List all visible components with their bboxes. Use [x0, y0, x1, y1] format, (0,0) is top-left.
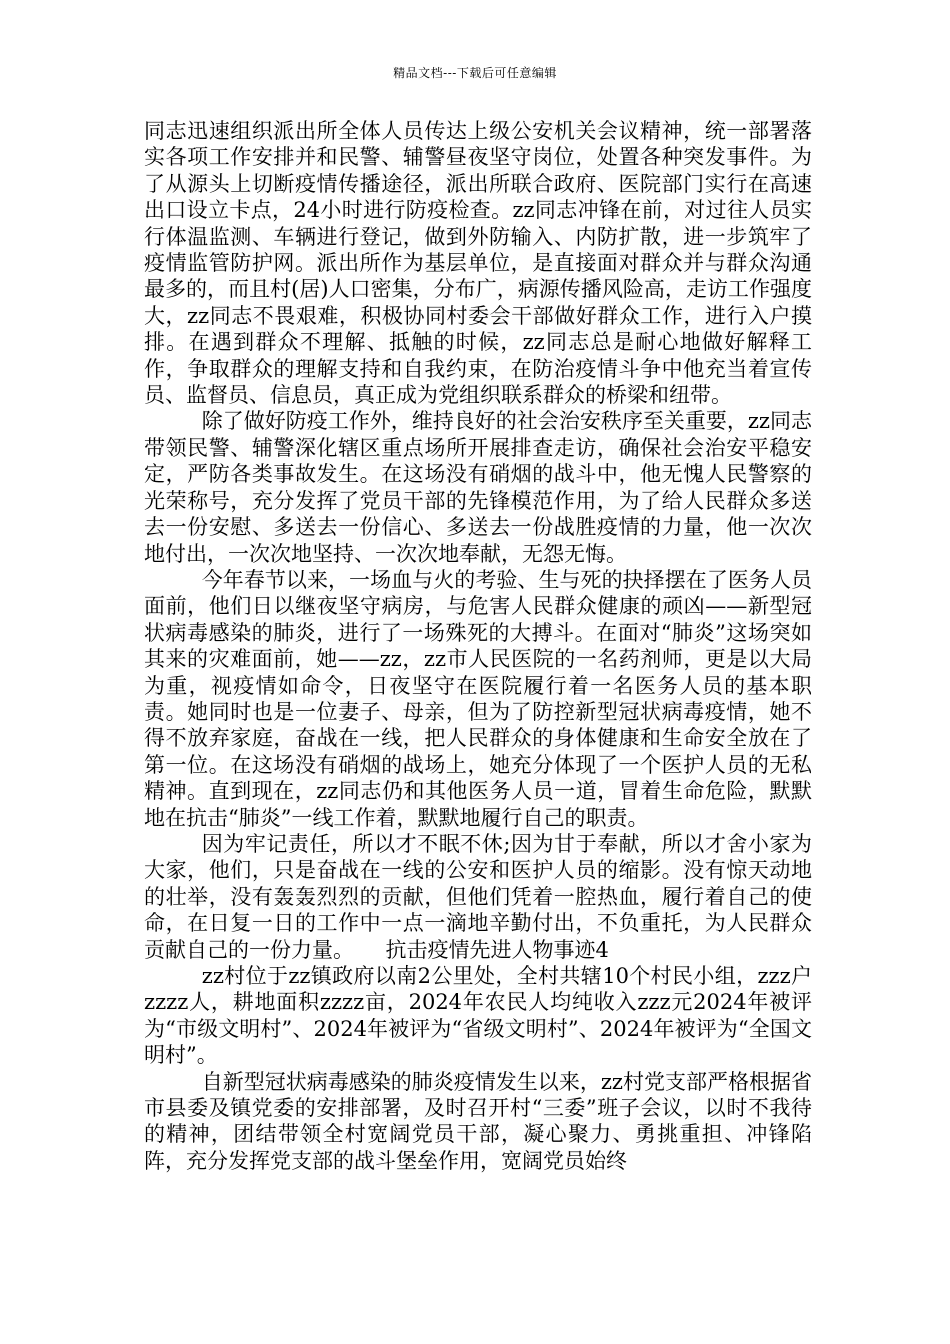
paragraph-village-profile: zz村位于zz镇政府以南2公里处，全村共辖10个村民小组，zzz户zzzz人，耕地面积zzzz亩，2024年农民人均纯收入zzz元2024年被评为“市级文明村”、2024年被评为“省级文明村”、2024年被评为“全国文明村”。 — [144, 964, 812, 1068]
paragraph-public-security: 除了做好防疫工作外，维持良好的社会治安秩序至关重要，zz同志带领民警、辅警深化辖区重点场所开展排查走访，确保社会治安平稳安定，严防各类事故发生。在这场没有硝烟的战斗中，他无愧人民警察的光荣称号，充分发挥了党员干部的先锋模范作用，为了给人民群众多送去一份安慰、多送去一份信心、多送去一份战胜疫情的力量，他一次次地付出，一次次地坚持、一次次地奉献，无怨无悔。 — [144, 409, 812, 566]
document-body — [144, 118, 812, 1174]
paragraph-village-party-branch: 自新型冠状病毒感染的肺炎疫情发生以来，zz村党支部严格根据省市县委及镇党委的安排部署，及时召开村“三委”班子会议，以时不我待的精神，团结带领全村宽阔党员干部，凝心聚力、勇挑重担、冲锋陷阵，充分发挥党支部的战斗堡垒作用，宽阔党员始终 — [144, 1069, 812, 1173]
paragraph-medical-staff: 今年春节以来，一场血与火的考验、生与死的抉择摆在了医务人员面前，他们日以继夜坚守病房，与危害人民群众健康的顽凶——新型冠状病毒感染的肺炎，进行了一场殊死的大搏斗。在面对“肺炎”这场突如其来的灾难面前，她——zz，zz市人民医院的一名药剂师，更是以大局为重，视疫情如命令，日夜坚守在医院履行着一名医务人员的基本职责。她同时也是一位妻子、母亲，但为了防控新型冠状病毒疫情，她不得不放弃家庭，奋战在一线，把人民群众的身体健康和生命安全放在了第一位。在这场没有硝烟的战场上，她充分体现了一个医护人员的无私精神。直到现在，zz同志仍和其他医务人员一道，冒着生命危险，默默地在抗击“肺炎”一线工作着，默默地履行自己的职责。 — [144, 567, 812, 830]
paragraph-dedication-summary: 因为牢记责任，所以才不眠不休;因为甘于奉献，所以才舍小家为大家，他们，只是奋战在一线的公安和医护人员的缩影。没有惊天动地的壮举，没有轰轰烈烈的贡献，但他们凭着一腔热血，履行着自己的使命，在日复一日的工作中一点一滴地辛勤付出，不负重托，为人民群众贡献自己的一份力量。 抗击疫情先进人物事迹4 — [144, 831, 812, 962]
page-header: 精品文档---下载后可任意编辑 — [393, 66, 557, 80]
paragraph-police-epidemic-work: 同志迅速组织派出所全体人员传达上级公安机关会议精神，统一部署落实各项工作安排并和民警、辅警昼夜坚守岗位，处置各种突发事件。为了从源头上切断疫情传播途径，派出所联合政府、医院部门实行在高速出口设立卡点，24小时进行防疫检查。zz同志冲锋在前，对过往人员实行体温监测、车辆进行登记，做到外防输入、内防扩散，进一步筑牢了疫情监管防护网。派出所作为基层单位，是直接面对群众并与群众沟通最多的，而且村(居)人口密集，分布广，病源传播风险高，走访工作强度大，zz同志不畏艰难，积极协同村委会干部做好群众工作，进行入户摸排。在遇到群众不理解、抵触的时候，zz同志总是耐心地做好解释工作，争取群众的理解支持和自我约束，在防治疫情斗争中他充当着宣传员、监督员、信息员，真正成为党组织联系群众的桥梁和纽带。 — [144, 119, 812, 408]
